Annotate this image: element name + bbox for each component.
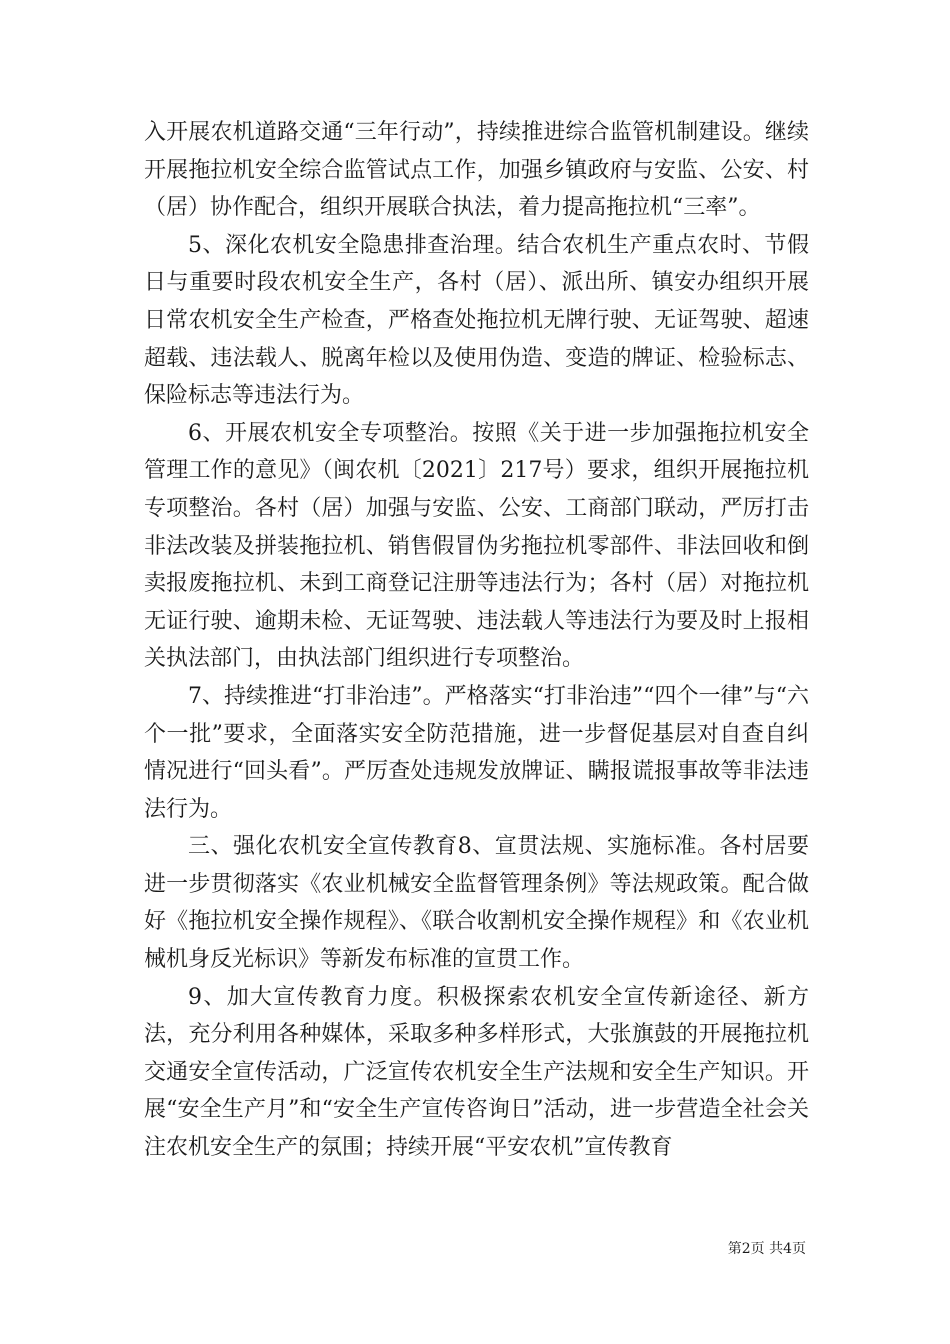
paragraph-item-6: 6、开展农机安全专项整治。按照《关于进一步加强拖拉机安全管理工作的意见》（闽农机〔2021〕217号）要求，组织开展拖拉机专项整治。各村（居）加强与安监、公安、工商部门联动，严厉打击非法改装及拼装拖拉机、销售假冒伪劣拖拉机零部件、非法回收和倒卖报废拖拉机、未到工商登记注册等违法行为；各村（居）对拖拉机无证行驶、逾期未检、无证驾驶、违法载人等违法行为要及时上报相关执法部门，由执法部门组织进行专项整治。 xyxy=(144,420,809,672)
paragraph-section-3: 三、强化农机安全宣传教育8、宣贯法规、实施标准。各村居要进一步贯彻落实《农业机械安全监督管理条例》等法规政策。配合做好《拖拉机安全操作规程》、《联合收割机安全操作规程》和《农业机械机身反光标识》等新发布标准的宣贯工作。 xyxy=(144,834,809,973)
paragraph-item-5: 5、深化农机安全隐患排查治理。结合农机生产重点农时、节假日与重要时段农机安全生产，各村（居）、派出所、镇安办组织开展日常农机安全生产检查，严格查处拖拉机无牌行驶、无证驾驶、超速超载、违法载人、脱离年检以及使用伪造、变造的牌证、检验标志、保险标志等违法行为。 xyxy=(144,232,809,409)
paragraph-item-9: 9、加大宣传教育力度。积极探索农机安全宣传新途径、新方法，充分利用各种媒体，采取多种多样形式，大张旗鼓的开展拖拉机交通安全宣传活动，广泛宣传农机安全生产法规和安全生产知识。开展“安全生产月”和“安全生产宣传咨询日”活动，进一步营造全社会关注农机安全生产的氛围；持续开展“平安农机”宣传教育 xyxy=(144,984,809,1161)
page-number-footer: 第2页 共4页 xyxy=(727,1241,806,1257)
body-text xyxy=(144,114,809,1167)
paragraph-item-7: 7、持续推进“打非治违”。严格落实“打非治违”“四个一律”与“六个一批”要求，全面落实安全防范措施，进一步督促基层对自查自纠情况进行“回头看”。严厉查处违规发放牌证、瞒报谎报事故等非法违法行为。 xyxy=(144,683,809,822)
paragraph-continuation: 入开展农机道路交通“三年行动”，持续推进综合监管机制建设。继续开展拖拉机安全综合监管试点工作，加强乡镇政府与安监、公安、村（居）协作配合，组织开展联合执法，着力提高拖拉机“三率”。 xyxy=(144,120,809,221)
